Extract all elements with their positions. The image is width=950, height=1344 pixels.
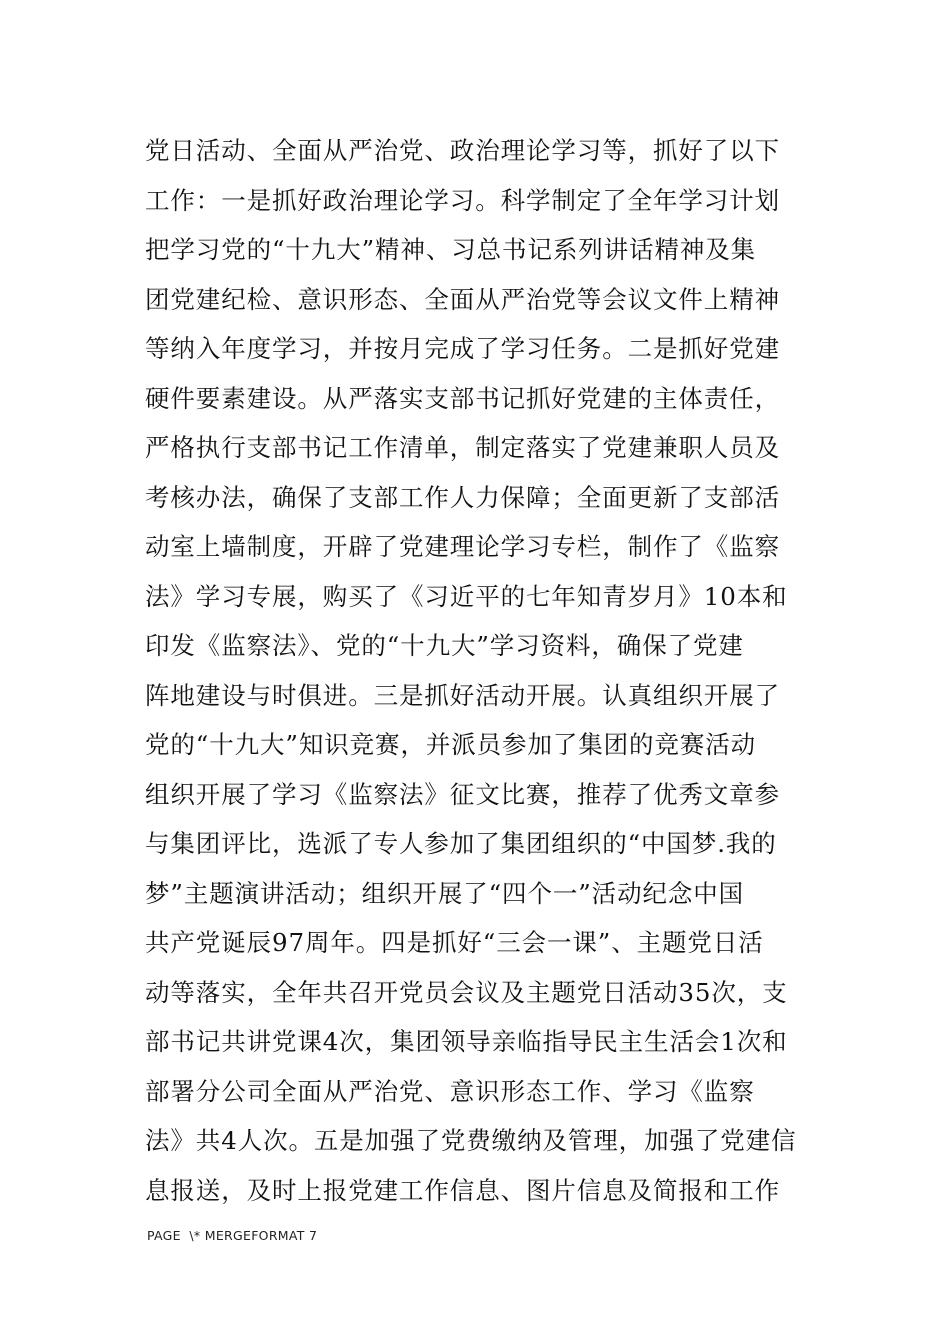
text-line: 团党建纪检、意识形态、全面从严治党等会议文件上精神 bbox=[145, 284, 780, 314]
text-line: 阵地建设与时俱进。三是抓好活动开展。认真组织开展了 bbox=[145, 680, 780, 710]
text-line: 与集团评比，选派了专人参加了集团组织的“中国梦.我的 bbox=[145, 829, 777, 858]
text-line: 梦”主题演讲活动；组织开展了“四个一”活动纪念中国 bbox=[145, 878, 745, 908]
page-footer-field: PAGE \* MERGEFORMAT 7 bbox=[147, 1228, 318, 1243]
text-line: 严格执行支部书记工作清单，制定落实了党建兼职人员及 bbox=[145, 433, 780, 462]
text-line: 考核办法，确保了支部工作人力保障；全面更新了支部活 bbox=[145, 482, 780, 512]
text-line: 法》共4人次。五是加强了党费缴纳及管理，加强了党建信 bbox=[145, 1126, 797, 1155]
text-line: 党日活动、全面从严治党、政治理论学习等，抓好了以下 bbox=[145, 136, 780, 165]
text-line: 硬件要素建设。从严落实支部书记抓好党建的主体责任， bbox=[145, 383, 780, 413]
text-line: 息报送，及时上报党建工作信息、图片信息及简报和工作 bbox=[145, 1175, 780, 1205]
text-line: 印发《监察法》、党的“十九大”学习资料，确保了党建 bbox=[145, 631, 744, 660]
text-line: 动室上墙制度，开辟了党建理论学习专栏，制作了《监察 bbox=[145, 532, 780, 561]
text-line: 把学习党的“十九大”精神、习总书记系列讲话精神及集 bbox=[145, 235, 757, 264]
text-line: 部署分公司全面从严治党、意识形态工作、学习《监察 bbox=[145, 1076, 755, 1106]
text-line: 工作：一是抓好政治理论学习。科学制定了全年学习计划 bbox=[145, 185, 780, 215]
text-line: 共产党诞辰97周年。四是抓好“三会一课”、主题党日活 bbox=[145, 928, 764, 957]
text-line: 党的“十九大”知识竞赛，并派员参加了集团的竞赛活动 bbox=[145, 730, 757, 759]
text-line: 等纳入年度学习，并按月完成了学习任务。二是抓好党建 bbox=[145, 334, 780, 363]
text-line: 组织开展了学习《监察法》征文比赛，推荐了优秀文章参 bbox=[145, 779, 780, 809]
text-line: 动等落实，全年共召开党员会议及主题党日活动35次，支 bbox=[145, 977, 788, 1007]
text-line: 部书记共讲党课4次，集团领导亲临指导民主生活会1次和 bbox=[145, 1027, 788, 1056]
text-line: 法》学习专展，购买了《习近平的七年知青岁月》10本和 bbox=[145, 581, 788, 611]
body-paragraph bbox=[145, 126, 810, 1215]
